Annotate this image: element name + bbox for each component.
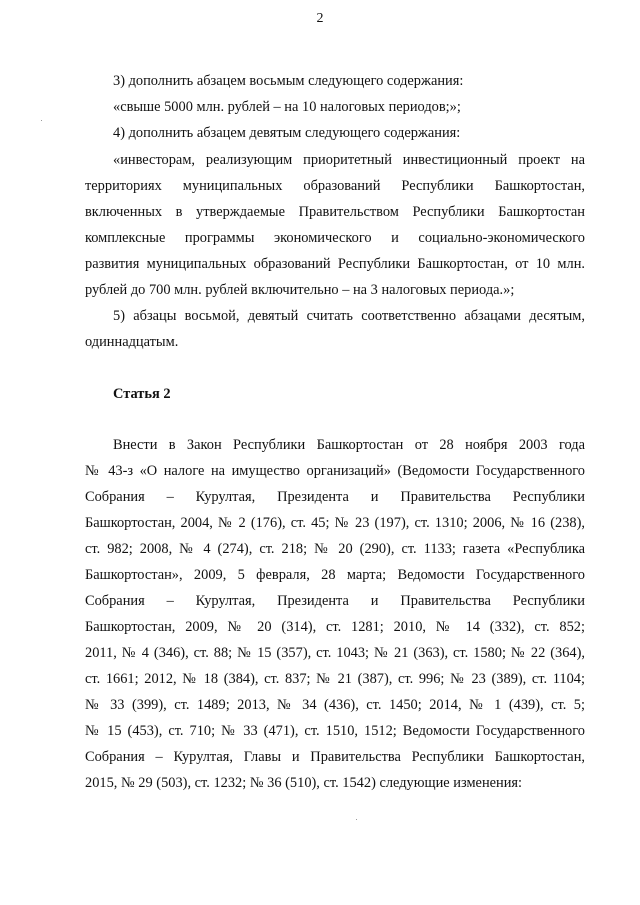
- item-4-line: 4) дополнить абзацем девятым следующего содержания:: [113, 125, 461, 141]
- article-2-line: Башкортостан», 2009, 5 февраля, 28 марта; Ведомости Государственного: [85, 567, 585, 583]
- quote-1-line: «свыше 5000 млн. рублей – на 10 налоговых периодов;»;: [113, 99, 461, 115]
- article-2-line: № 43-з «О налоге на имущество организаций» (Ведомости Государственного: [85, 463, 585, 479]
- quote-2-line: развития муниципальных образований Республики Башкортостан, от 10 млн.: [85, 256, 585, 272]
- article-2-line: Башкортостан, 2009, № 20 (314), ст. 1281; 2010, № 14 (332), ст. 852;: [85, 619, 585, 635]
- scan-speck: [356, 819, 357, 820]
- page-number: 2: [316, 11, 324, 26]
- article-2-line: № 33 (399), ст. 1489; 2013, № 34 (436), ст. 1450; 2014, № 1 (439), ст. 5;: [85, 697, 585, 713]
- scan-speck: [41, 120, 42, 121]
- article-2-line: Собрания – Курултая, Президента и Правительства Республики: [85, 489, 585, 505]
- quote-2-line: рублей до 700 млн. рублей включительно – на 3 налоговых периода.»;: [85, 282, 515, 298]
- item-5-line: одиннадцатым.: [85, 334, 179, 350]
- article-2-line: Собрания – Курултая, Главы и Правительства Республики Башкортостан,: [85, 749, 585, 765]
- article-2-line: ст. 982; 2008, № 4 (274), ст. 218; № 20 (290), ст. 1133; газета «Республика: [85, 541, 585, 557]
- quote-2-line: «инвесторам, реализующим приоритетный инвестиционный проект на: [113, 152, 585, 168]
- article-2-line: 2011, № 4 (346), ст. 88; № 15 (357), ст. 1043; № 21 (363), ст. 1580; № 22 (364),: [85, 645, 585, 661]
- article-2-line: Собрания – Курултая, Президента и Правительства Республики: [85, 593, 585, 609]
- article-2-line: Башкортостан, 2004, № 2 (176), ст. 45; № 23 (197), ст. 1310; 2006, № 16 (238),: [85, 515, 585, 531]
- item-3-line: 3) дополнить абзацем восьмым следующего содержания:: [113, 73, 464, 89]
- quote-2-line: территориях муниципальных образований Республики Башкортостан,: [85, 178, 585, 194]
- article-heading: Статья 2: [113, 386, 171, 402]
- item-5-line: 5) абзацы восьмой, девятый считать соответственно абзацами десятым,: [113, 308, 585, 324]
- article-2-line: № 15 (453), ст. 710; № 33 (471), ст. 1510, 1512; Ведомости Государственного: [85, 723, 585, 739]
- article-2-line: Внести в Закон Республики Башкортостан от 28 ноября 2003 года: [113, 437, 585, 453]
- quote-2-line: включенных в утверждаемые Правительством Республики Башкортостан: [85, 204, 585, 220]
- article-2-line: ст. 1661; 2012, № 18 (384), ст. 837; № 21 (387), ст. 996; № 23 (389), ст. 1104;: [85, 671, 585, 687]
- quote-2-line: комплексные программы экономического и социально-экономического: [85, 230, 585, 246]
- article-2-line: 2015, № 29 (503), ст. 1232; № 36 (510), ст. 1542) следующие изменения:: [85, 775, 523, 791]
